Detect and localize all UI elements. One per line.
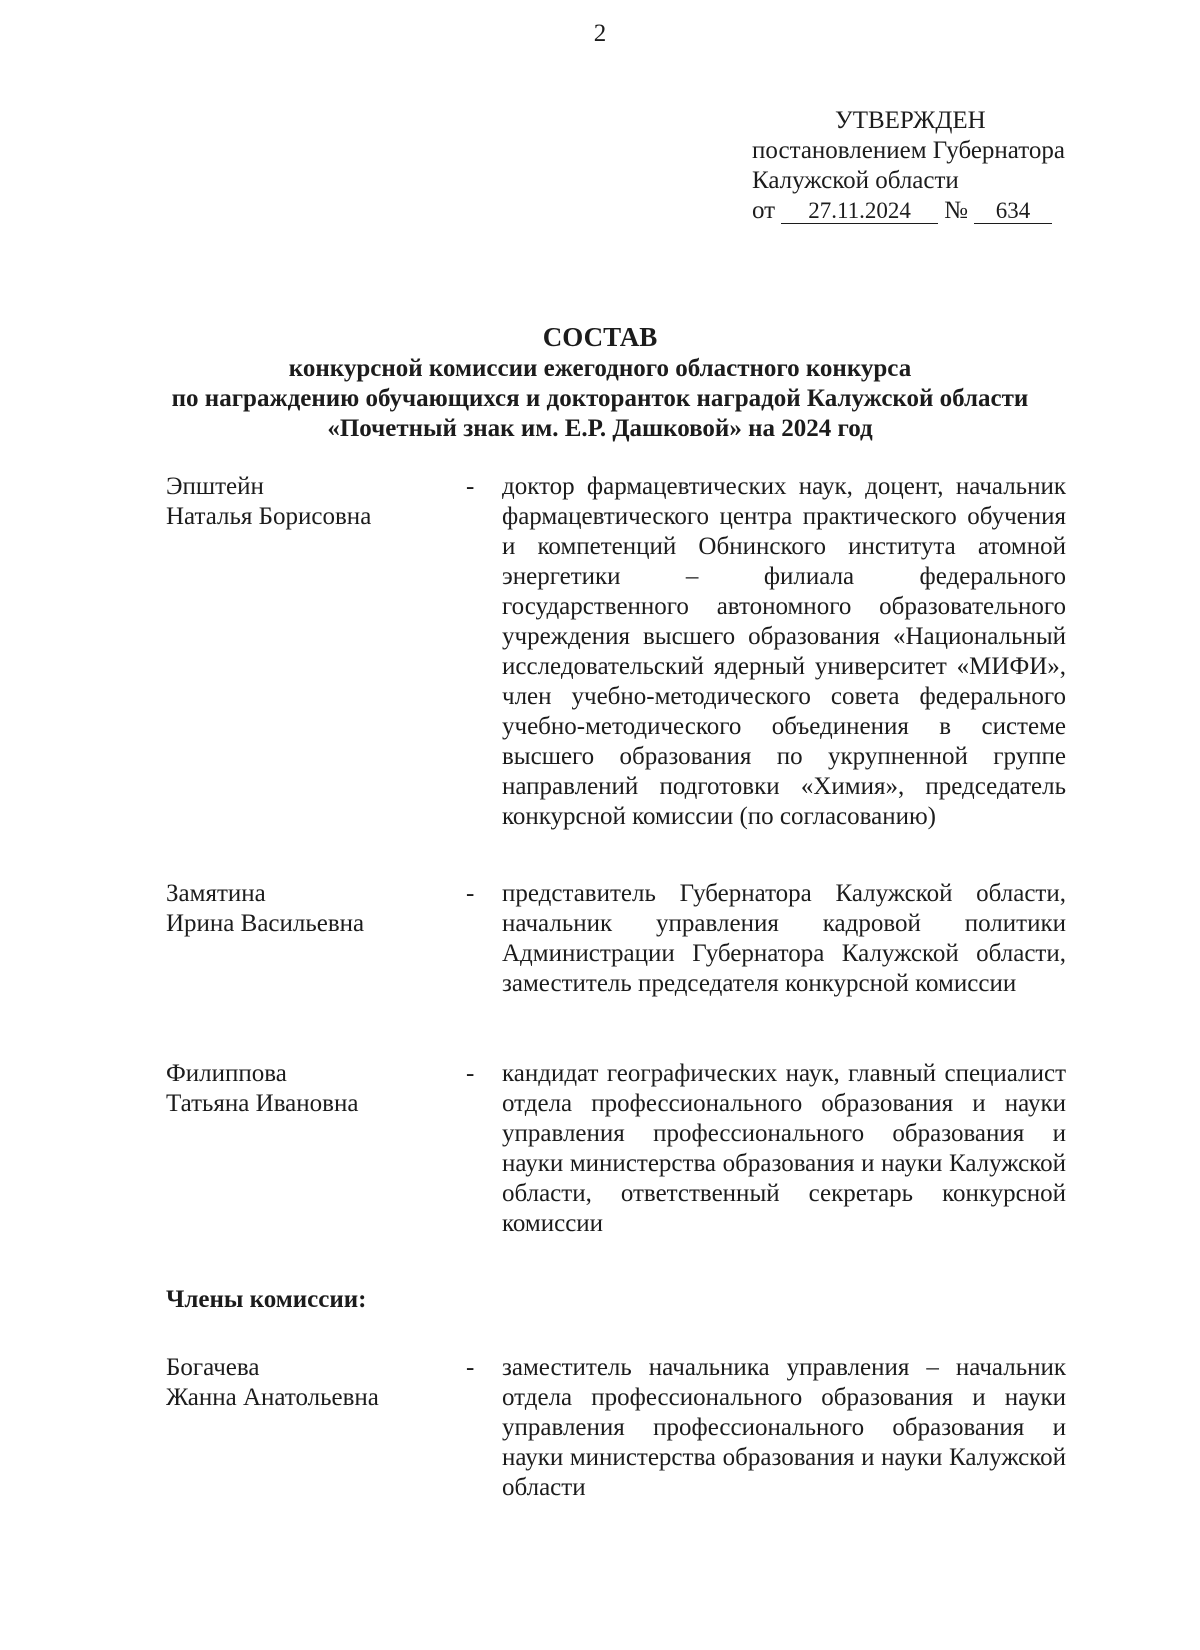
document-title bbox=[0, 322, 1200, 444]
approval-date: 27.11.2024 bbox=[781, 199, 938, 224]
member-surname: Замятина bbox=[166, 880, 266, 907]
number-label: № bbox=[944, 197, 968, 224]
dash: - bbox=[466, 1060, 475, 1087]
title-line-3: «Почетный знак им. Е.Р. Дашковой» на 2024 год bbox=[327, 415, 873, 442]
members-heading: Члены комиссии: bbox=[166, 1286, 367, 1313]
title-line-1: конкурсной комиссии ежегодного областного конкурса bbox=[288, 355, 912, 382]
page-number: 2 bbox=[593, 20, 607, 47]
member-given-names: Жанна Анатольевна bbox=[166, 1384, 379, 1411]
member-entry bbox=[166, 1059, 1066, 1239]
member-description: кандидат географических наук, главный специалист отдела профессионального образования и науки управления профессионального образования и науки министерства образования и науки Калужской области, ответственный секретарь конкурсной комиссии bbox=[502, 1060, 1066, 1237]
approval-line-1: постановлением Губернатора bbox=[752, 137, 1065, 164]
member-surname: Богачева bbox=[166, 1354, 260, 1381]
member-given-names: Ирина Васильевна bbox=[166, 910, 365, 937]
member-entry bbox=[166, 1353, 1066, 1503]
approval-line-2: Калужской области bbox=[752, 167, 959, 194]
from-label: от bbox=[752, 197, 776, 224]
dash: - bbox=[466, 473, 475, 500]
member-name bbox=[166, 1353, 466, 1503]
approval-heading: УТВЕРЖДЕН bbox=[835, 107, 986, 134]
approval-block bbox=[752, 106, 1082, 226]
approval-number: 634 bbox=[974, 199, 1052, 224]
member-name bbox=[166, 472, 466, 832]
member-name bbox=[166, 1059, 466, 1239]
title-main: СОСТАВ bbox=[542, 322, 658, 352]
member-given-names: Наталья Борисовна bbox=[166, 503, 372, 530]
member-given-names: Татьяна Ивановна bbox=[166, 1090, 359, 1117]
dash: - bbox=[466, 880, 475, 907]
dash: - bbox=[466, 1354, 475, 1381]
member-entry bbox=[166, 472, 1066, 832]
commission-members bbox=[166, 472, 1066, 1503]
title-line-2: по награждению обучающихся и докторанток наградой Калужской области bbox=[171, 385, 1029, 412]
member-surname: Филиппова bbox=[166, 1060, 287, 1087]
member-description: заместитель начальника управления – начальник отдела профессионального образования и науки управления профессионального образования и науки министерства образования и науки Калужской области bbox=[502, 1354, 1066, 1501]
member-description: доктор фармацевтических наук, доцент, начальник фармацевтического центра практического обучения и компетенций Обнинского института атомной энергетики – филиала федерального государственного автономного образовательного учреждения высшего образования «Национальный исследовательский ядерный университет «МИФИ», член учебно-методического совета федерального учебно-методического объединения в системе высшего образования по укрупненной группе направлений подготовки «Химия», председатель конкурсной комиссии (по согласованию) bbox=[502, 473, 1066, 830]
approval-date-line bbox=[752, 196, 1082, 226]
member-description: представитель Губернатора Калужской области, начальник управления кадровой политики Администрации Губернатора Калужской области, заместитель председателя конкурсной комиссии bbox=[502, 880, 1066, 997]
member-surname: Эпштейн bbox=[166, 473, 264, 500]
member-name bbox=[166, 879, 466, 999]
member-entry bbox=[166, 879, 1066, 999]
